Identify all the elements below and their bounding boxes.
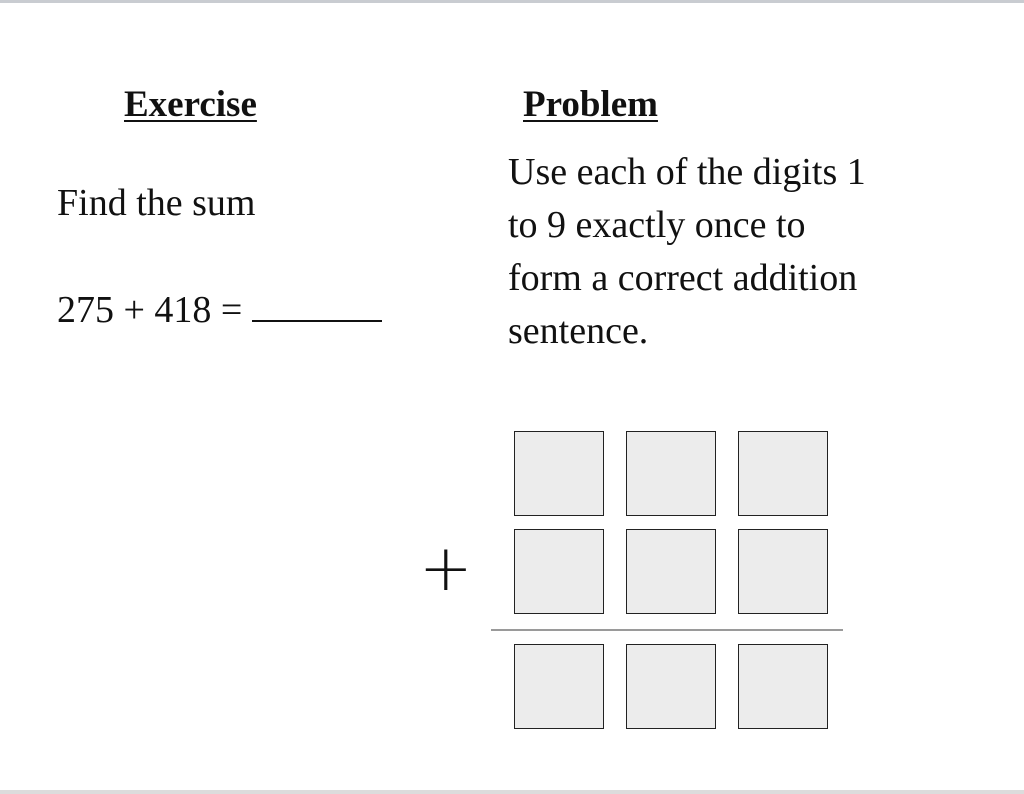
problem-statement: [508, 146, 938, 358]
digit-box-sum-ones[interactable]: [738, 644, 828, 729]
digit-box-addend1-hundreds[interactable]: [514, 431, 604, 516]
exercise-heading: Exercise: [124, 84, 257, 125]
problem-line: to 9 exactly once to: [508, 204, 806, 246]
digit-box-sum-tens[interactable]: [626, 644, 716, 729]
digit-box-sum-hundreds[interactable]: [514, 644, 604, 729]
problem-line: form a correct addition: [508, 257, 858, 299]
digit-box-addend2-tens[interactable]: [626, 529, 716, 614]
problem-line: sentence.: [508, 310, 649, 352]
problem-heading: Problem: [523, 84, 658, 125]
plus-sign: +: [419, 532, 473, 606]
problem-line: Use each of the digits 1: [508, 151, 866, 193]
digit-box-addend2-hundreds[interactable]: [514, 529, 604, 614]
exercise-equation: [57, 291, 382, 329]
equation-text: 275 + 418 =: [57, 289, 243, 331]
digit-box-addend1-tens[interactable]: [626, 431, 716, 516]
bottom-border: [0, 790, 1024, 794]
sum-line: [491, 629, 843, 631]
digit-box-addend1-ones[interactable]: [738, 431, 828, 516]
digit-box-addend2-ones[interactable]: [738, 529, 828, 614]
exercise-instruction: Find the sum: [57, 182, 256, 224]
answer-blank: [252, 294, 382, 322]
top-border: [0, 0, 1024, 3]
